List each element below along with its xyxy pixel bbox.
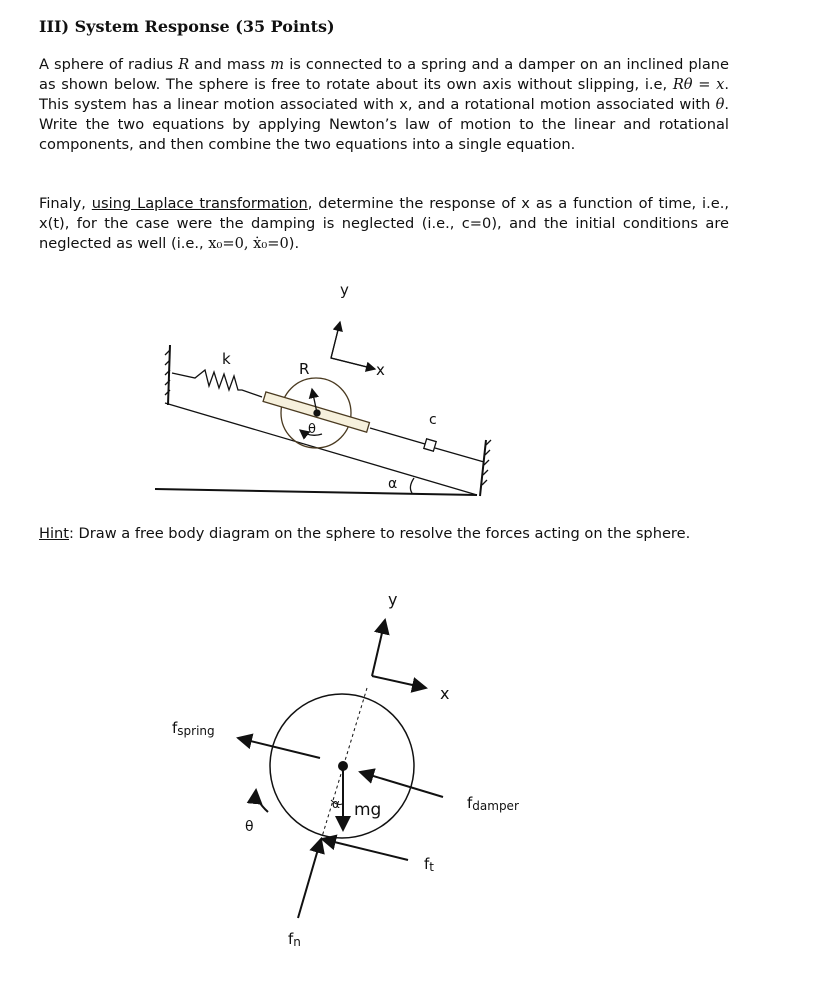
label-fdamper: fdamper [467,794,519,813]
label-c: c [429,412,437,428]
label-R: R [299,360,310,378]
label-fn: fn [288,930,301,949]
rod-to-damper [370,428,425,444]
right-wall [480,440,486,496]
ft-arrow [322,839,408,860]
label-x: x [440,684,450,703]
label-k: k [222,350,231,368]
fspring-arrow [238,738,320,758]
label-ft: ft [424,855,434,874]
label-fspring: fspring [172,719,215,738]
label-y: y [340,281,349,299]
damper [424,439,436,451]
left-wall [168,345,170,405]
hint: Hint: Draw a free body diagram on the sphere to resolve the forces acting on the sphere. [39,525,691,542]
alpha-arc [410,478,414,493]
section-title: III) System Response (35 Points) [39,17,335,36]
label-theta: θ [308,422,316,437]
damper-to-wall [435,448,484,462]
x-axis-arrow [372,676,426,688]
label-y: y [388,590,398,609]
theta-arrow [256,790,268,812]
free-body-diagram [238,620,443,918]
spring [172,370,262,397]
center-dot [338,761,348,771]
problem-statement: A sphere of radius R and mass m is connected to a spring and a damper on an inclined plane as shown below. The sphere is free to rotate about its own axis without slipping, i.e, Rθ = x. This system has a linear motion associated with x, and a rotational motion associated with θ. Write the two equations by applying Newton’s law of motion to the linear and rotational components, and then combine the two equations into a single equation. [39,56,729,153]
ground-line [155,489,477,495]
label-alpha: α [332,797,340,811]
label-x: x [376,361,385,379]
fdamper-arrow [360,772,443,797]
task-statement: Finaly, using Laplace transformation, determine the response of x as a function of time, i.e., x(t), for the case were the damping is neglected (i.e., c=0), and the initial conditions are neglected as well (i.e., x₀=0, ẋ₀=0). [39,195,729,252]
label-theta: θ [245,819,254,835]
fn-arrow [298,839,321,918]
y-axis-arrow [372,620,385,676]
label-mg: mg [354,800,382,820]
inclined-plane-diagram [155,322,491,496]
label-alpha: α [388,476,398,492]
